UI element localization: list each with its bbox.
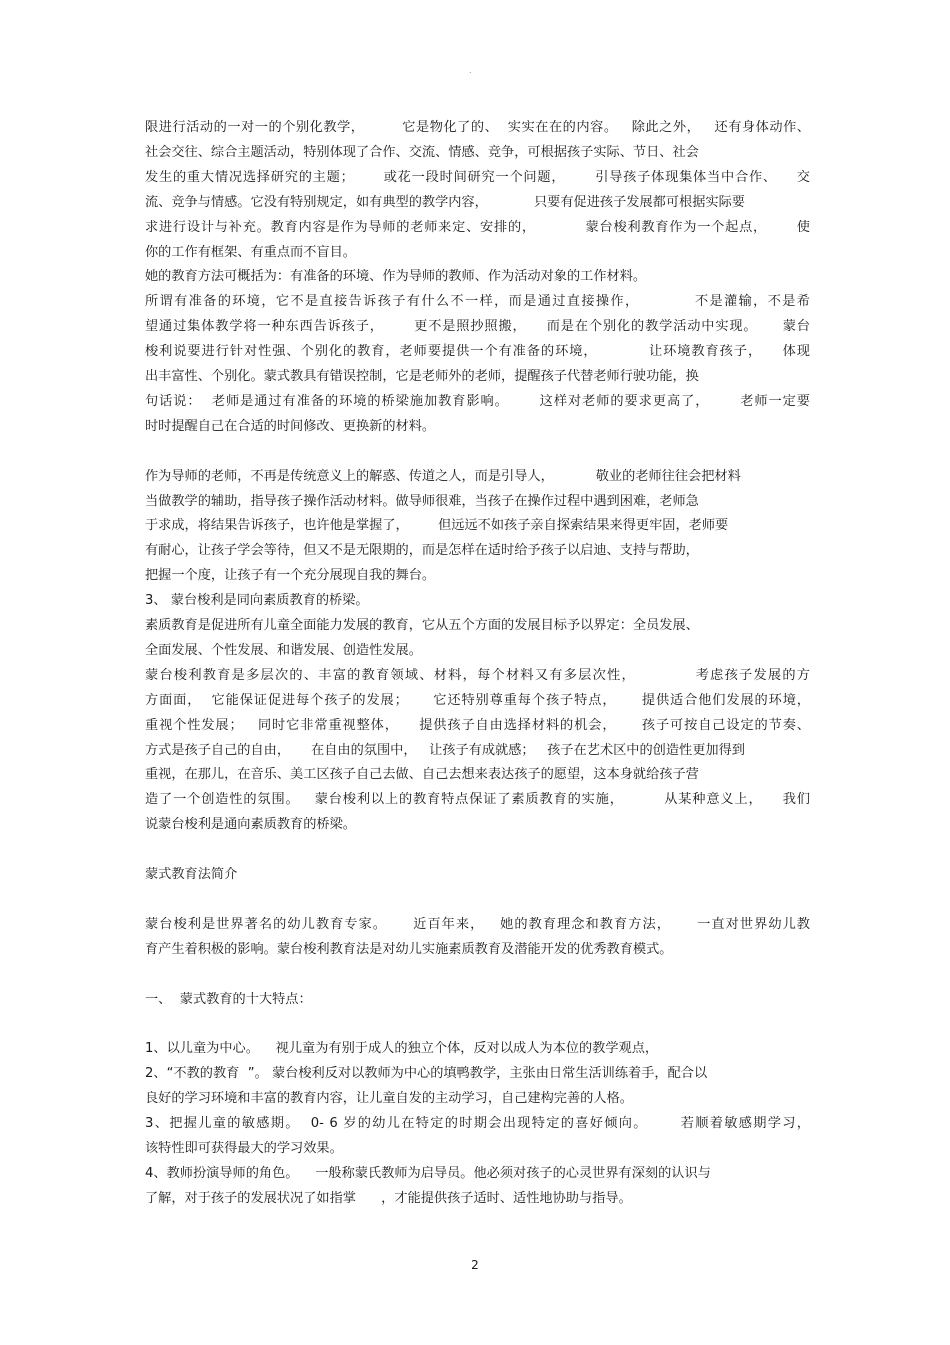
- text-line: 素质教育是促进所有儿童全面能力发展的教育，它从五个方面的发展目标予以界定：全员发展、: [145, 618, 699, 633]
- text-line: 4、教师扮演导师的角色。 一般称蒙氏教师为启导员。他必须对孩子的心灵世界有深刻的认识与: [145, 1165, 711, 1181]
- text-line: 说蒙台梭利是通向素质教育的桥梁。: [145, 817, 356, 833]
- text-line: 全面发展、个性发展、和谐发展、创造性发展。: [145, 642, 422, 658]
- text-line: 作为导师的老师，不再是传统意义上的解惑、传道之人，而是引导人， 敬业的老师往往会把材料: [145, 468, 741, 484]
- text-line: 望通过集体教学将一种东西告诉孩子， 更不是照抄照搬， 而是在个别化的教学活动中实现。 蒙台: [145, 319, 810, 335]
- blank-line: [145, 838, 810, 862]
- text-line: 把握一个度，让孩子有一个充分展现自我的舞台。: [145, 568, 436, 584]
- text-line: 句话说： 老师是通过有准备的环境的桥梁施加教育影响。 这样对老师的要求更高了， 老师一定要: [145, 393, 810, 409]
- text-line: 3、 蒙台梭利是同向素质教育的桥梁。: [145, 593, 369, 609]
- text-line: 有耐心，让孩子学会等待，但又不是无限期的，而是怎样在适时给予孩子以启迪、支持与帮助，: [145, 543, 699, 559]
- text-line: 良好的学习环境和丰富的教育内容，让儿童自发的主动学习，自己建构完善的人格。: [145, 1091, 633, 1107]
- blank-line: [145, 888, 810, 912]
- text-line: 方面面， 它能保证促进每个孩子的发展； 它还特别尊重每个孩子特点， 提供适合他们发展的环境，: [145, 692, 810, 708]
- text-line: 时时提醒自己在合适的时间修改、更换新的材料。: [145, 418, 436, 434]
- text-line: 育产生着积极的影响。蒙台梭利教育法是对幼儿实施素质教育及潜能开发的优秀教育模式。: [145, 941, 673, 957]
- text-line: 蒙台梭利教育是多层次的、丰富的教育领域、材料，每个材料又有多层次性， 考虑孩子发展的方: [145, 667, 810, 683]
- text-line: 于求成，将结果告诉孩子，也许他是掌握了， 但远远不如孩子亲自探索结果来得更牢固，老师要: [145, 518, 729, 534]
- text-line: 所谓有准备的环境，它不是直接告诉孩子有什么不一样，而是通过直接操作， 不是灌输，不是希: [145, 294, 810, 310]
- text-line: 求进行设计与补充。教育内容是作为导师的老师来定、安排的， 蒙台梭利教育作为一个起点， 使: [145, 219, 810, 235]
- text-line: 造了一个创造性的氛围。 蒙台梭利以上的教育特点保证了素质教育的实施， 从某种意义上， 我们: [145, 792, 810, 808]
- text-line: 社会交往、综合主题活动，特别体现了合作、交流、情感、竞争，可根据孩子实际、节日、社会: [145, 144, 699, 160]
- text-line: 当做教学的辅助，指导孩子操作活动材料。做导师很难，当孩子在操作过程中遇到困难，老师急: [145, 493, 699, 509]
- text-line: 出丰富性、个别化。蒙式教具有错误控制，它是老师外的老师，提醒孩子代替老师行驶功能，换: [145, 369, 699, 384]
- text-line: 一、 蒙式教育的十大特点：: [145, 991, 312, 1007]
- text-line: 该特性即可获得最大的学习效果。: [145, 1140, 343, 1156]
- text-line: 3、把握儿童的敏感期。 0- 6 岁的幼儿在特定的时期会出现特定的喜好倾向。 若顺着敏感期学习，: [145, 1116, 810, 1131]
- text-line: 你的工作有框架、有重点而不盲目。: [145, 244, 356, 260]
- text-line: 1、以儿童为中心。 视儿童为有别于成人的独立个体，反对以成人为本位的教学观点，: [145, 1041, 659, 1057]
- text-line: 她的教育方法可概括为：有准备的环境、作为导师的教师、作为活动对象的工作材料。: [145, 269, 647, 285]
- blank-line: [145, 1012, 810, 1036]
- text-line: 限进行活动的一对一的个别化教学， 它是物化了的、 实实在在的内容。 除此之外， 还有身体动作、: [145, 120, 810, 135]
- text-line: 2、“不教的教育 ”。 蒙台梭利反对以教师为中心的填鸭教学，主张由日常生活训练着手，配合以: [145, 1066, 708, 1082]
- text-line: 发生的重大情况选择研究的主题； 或花一段时间研究一个问题， 引导孩子体现集体当中合作、 交: [145, 169, 810, 185]
- text-line: 蒙式教育法简介: [145, 867, 238, 882]
- text-line: 重视，在那儿，在音乐、美工区孩子自己去做、自己去想来表达孩子的愿望，这本身就给孩子营: [145, 767, 699, 783]
- blank-line: [145, 963, 810, 987]
- text-line: 了解，对于孩子的发展状况了如指掌 ，才能提供孩子适时、适性地协助与指导。: [145, 1190, 632, 1206]
- text-line: 方式是孩子自己的自由， 在自由的氛围中， 让孩子有成就感； 孩子在艺术区中的创造性更加得到: [145, 742, 745, 758]
- page-number: 2: [471, 1258, 479, 1272]
- text-line: 蒙台梭利是世界著名的幼儿教育专家。 近百年来， 她的教育理念和教育方法， 一直对世界幼儿教: [145, 916, 810, 932]
- text-line: 重视个性发展； 同时它非常重视整体， 提供孩子自由选择材料的机会， 孩子可按自己设定的节奏、: [145, 717, 810, 733]
- text-line: 梭利说要进行针对性强、个别化的教育，老师要提供一个有准备的环境， 让环境教育孩子， 体现: [145, 344, 810, 360]
- header-mark: .: [469, 66, 472, 75]
- text-line: 流、竞争与情感。它没有特别规定，如有典型的教学内容， 只要有促进孩子发展都可根据实际要: [145, 194, 745, 210]
- blank-line: [145, 440, 810, 464]
